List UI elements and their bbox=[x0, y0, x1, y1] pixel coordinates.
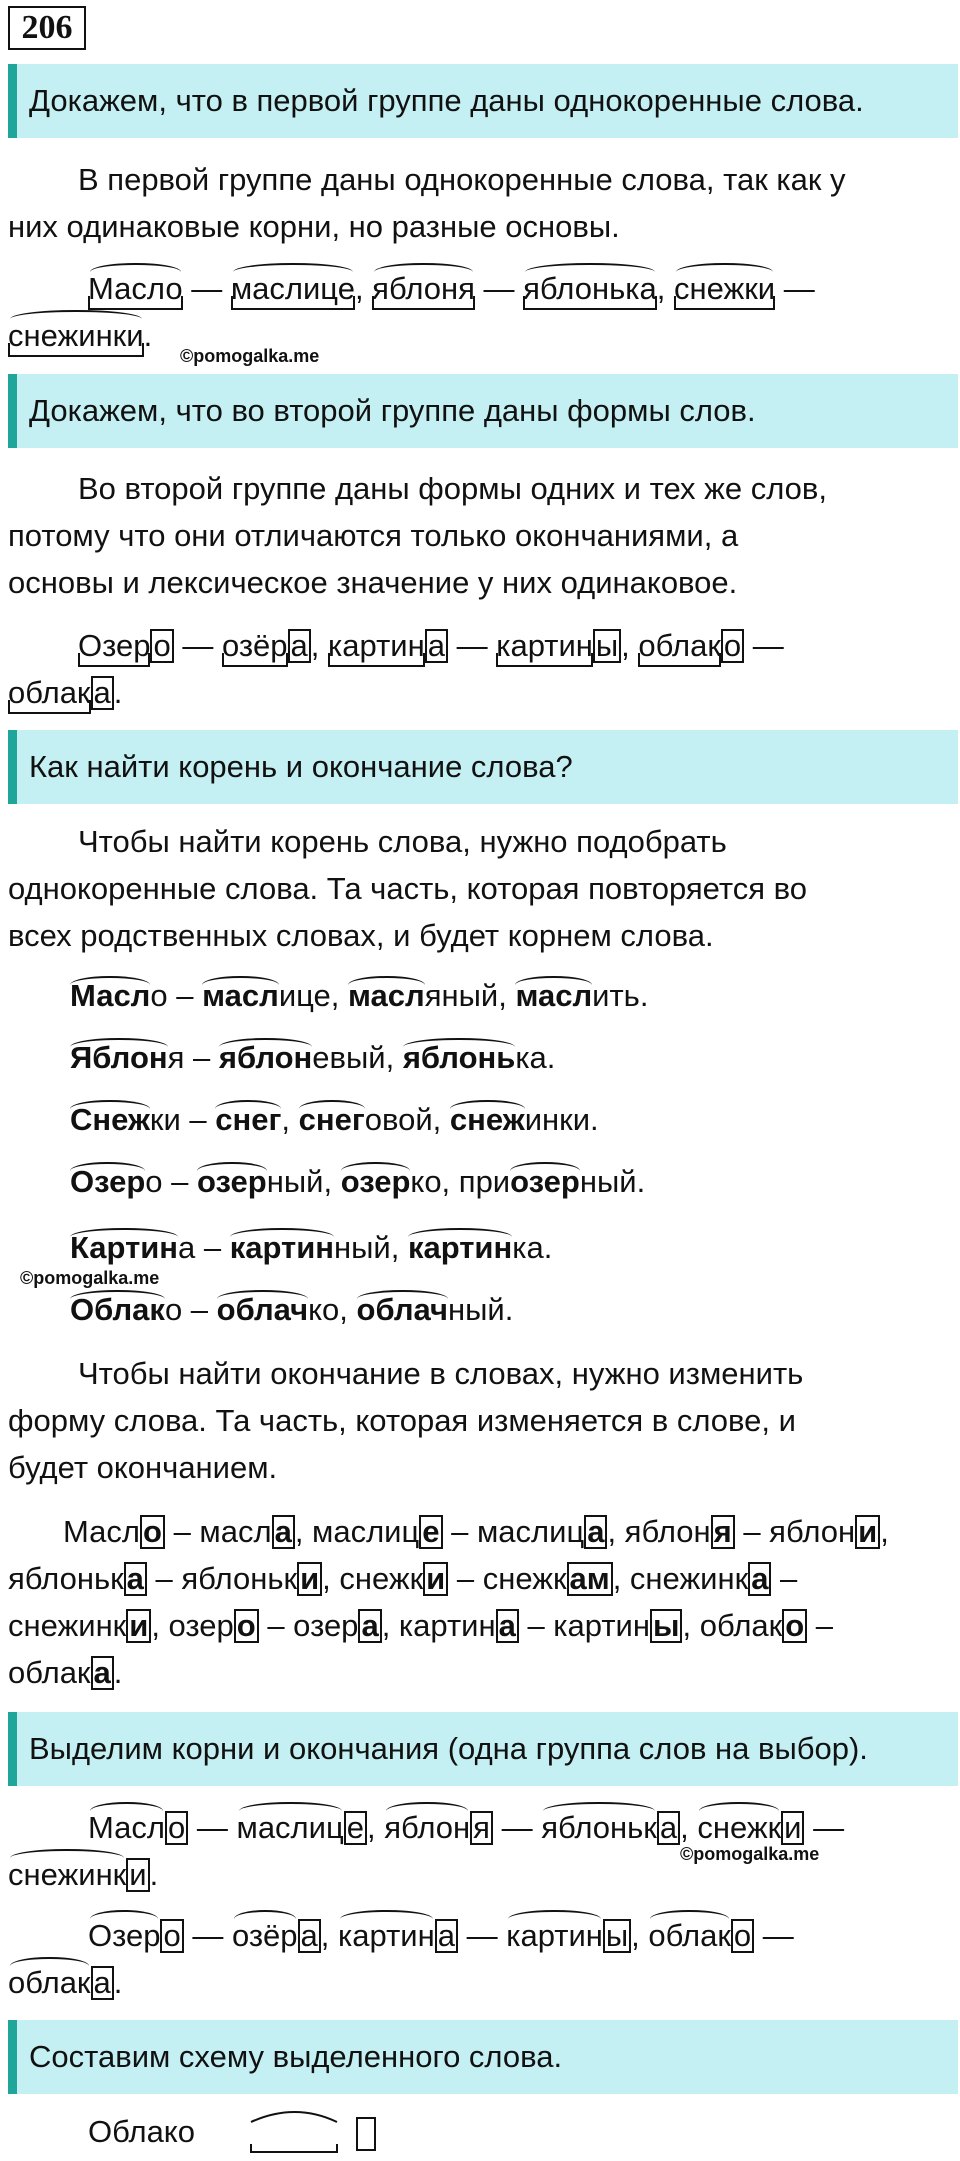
root: Картин bbox=[70, 1230, 179, 1265]
rest: евый, bbox=[312, 1040, 403, 1075]
root: снеж bbox=[449, 1102, 525, 1137]
stem: – маслиц bbox=[442, 1514, 585, 1549]
root: снежк bbox=[697, 1804, 781, 1851]
rest: ить. bbox=[592, 978, 649, 1013]
stem: – яблон bbox=[734, 1514, 856, 1549]
paragraph-line: Чтобы найти корень слова, нужно подобрать bbox=[78, 824, 727, 859]
root: снег bbox=[215, 1102, 282, 1137]
rest: ице, bbox=[278, 978, 349, 1013]
dash: — bbox=[492, 1810, 542, 1845]
word-stem: маслице bbox=[231, 265, 355, 312]
stem: снежинк bbox=[8, 1608, 127, 1643]
root: масл bbox=[515, 978, 593, 1013]
rest: ный, bbox=[334, 1230, 408, 1265]
root-row bbox=[70, 1040, 555, 1076]
ending-box: о bbox=[731, 1919, 754, 1953]
ending-box: я bbox=[470, 1811, 493, 1845]
rest: , bbox=[281, 1102, 299, 1137]
root: яблон bbox=[218, 1040, 313, 1075]
ending-box: ам bbox=[567, 1562, 613, 1596]
section-heading-5: Составим схему выделенного слова. bbox=[8, 2020, 958, 2094]
root: облак bbox=[8, 1959, 91, 2006]
word-stem: Озер bbox=[78, 622, 150, 669]
stem: яблоньк bbox=[8, 1561, 124, 1596]
rest: ный. bbox=[579, 1164, 646, 1199]
word-stem: озёр bbox=[222, 622, 288, 669]
root-row bbox=[70, 1102, 599, 1138]
ending-box: я bbox=[711, 1515, 735, 1549]
word-stem: картин bbox=[496, 622, 593, 669]
rest: о – bbox=[164, 1292, 217, 1327]
rest: о – bbox=[145, 1164, 198, 1199]
ending-box: ы bbox=[593, 629, 621, 663]
ending-box: а bbox=[496, 1609, 519, 1643]
forms-line bbox=[8, 1555, 953, 1602]
paragraph-line: них одинаковые корни, но разные основы. bbox=[8, 209, 620, 244]
paragraph-line: будет окончанием. bbox=[8, 1450, 278, 1485]
root: снежинк bbox=[8, 1851, 126, 1898]
example-line bbox=[8, 622, 960, 669]
ending-box: а bbox=[272, 1515, 295, 1549]
example-line bbox=[8, 669, 953, 716]
ending-box: а bbox=[657, 1811, 680, 1845]
root-row bbox=[70, 978, 648, 1014]
root-row bbox=[70, 1230, 552, 1266]
separator: , bbox=[880, 1514, 889, 1549]
dash: — bbox=[447, 628, 497, 663]
rest: ка. bbox=[512, 1230, 553, 1265]
paragraph-line: Во второй группе даны формы одних и тех же слов, bbox=[78, 471, 827, 506]
root: Снеж bbox=[70, 1102, 150, 1137]
section-heading-1: Докажем, что в первой группе даны однокоренные слова. bbox=[8, 64, 958, 138]
paragraph-line: основы и лексическое значение у них одинаковое. bbox=[8, 565, 738, 600]
separator: , bbox=[631, 1918, 649, 1953]
separator: , bbox=[680, 1810, 698, 1845]
example-line bbox=[8, 265, 960, 312]
rest: ный. bbox=[448, 1292, 514, 1327]
root: озер bbox=[197, 1164, 267, 1199]
dash: — bbox=[188, 1810, 237, 1845]
rest: инки. bbox=[524, 1102, 599, 1137]
ending-box: и bbox=[126, 1858, 149, 1892]
root: картин bbox=[229, 1230, 334, 1265]
root: масл bbox=[348, 978, 425, 1013]
root: картин bbox=[407, 1230, 513, 1265]
stem: – озер bbox=[258, 1608, 359, 1643]
root: яблонь bbox=[402, 1040, 516, 1075]
dash: — bbox=[173, 628, 222, 663]
section-heading-4: Выделим корни и окончания (одна группа слов на выбор). bbox=[8, 1712, 958, 1786]
ending-box: о bbox=[160, 1919, 183, 1953]
root-row bbox=[70, 1164, 645, 1200]
rest: а – bbox=[178, 1230, 230, 1265]
root: озёр bbox=[232, 1912, 298, 1959]
ending-box: а bbox=[584, 1515, 607, 1549]
rest: ко, bbox=[308, 1292, 357, 1327]
forms-line bbox=[8, 1508, 960, 1555]
forms-line bbox=[8, 1649, 953, 1696]
separator: , bbox=[354, 271, 373, 306]
root: Облак bbox=[70, 1292, 165, 1327]
root: маслиц bbox=[237, 1804, 344, 1851]
root-arc bbox=[251, 2112, 337, 2122]
ending-box: и bbox=[126, 1609, 151, 1643]
word-scheme bbox=[245, 2104, 385, 2156]
ending-box: и bbox=[423, 1562, 448, 1596]
ending-box bbox=[357, 2118, 375, 2150]
ending-box: и bbox=[297, 1562, 322, 1596]
watermark: ©pomogalka.me bbox=[680, 1844, 820, 1864]
section-heading-2: Докажем, что во второй группе даны формы слов. bbox=[8, 374, 958, 448]
word-stem: Масло bbox=[88, 265, 183, 312]
root: яблон bbox=[384, 1804, 470, 1851]
stem: , яблон bbox=[607, 1514, 711, 1549]
example-line bbox=[8, 1959, 953, 2006]
dash: — bbox=[775, 271, 815, 306]
root: Масл bbox=[70, 978, 151, 1013]
rest: ный, bbox=[266, 1164, 341, 1199]
rest: овой, bbox=[364, 1102, 450, 1137]
ending-box: а bbox=[748, 1562, 771, 1596]
stem-bracket bbox=[251, 2144, 337, 2152]
stem: – масл bbox=[164, 1514, 272, 1549]
ending-box: ы bbox=[603, 1919, 631, 1953]
paragraph-line: всех родственных словах, и будет корнем слова. bbox=[8, 918, 714, 953]
ending-box: а bbox=[91, 1966, 114, 2000]
separator: , bbox=[366, 1810, 385, 1845]
root: картин bbox=[338, 1912, 435, 1959]
word-stem: картин bbox=[328, 622, 425, 669]
root: облак bbox=[648, 1912, 731, 1959]
ending-box: о bbox=[234, 1609, 259, 1643]
rest: о – bbox=[150, 978, 203, 1013]
word-stem: яблоня bbox=[372, 265, 475, 312]
root: озер bbox=[340, 1164, 411, 1199]
root: картин bbox=[506, 1912, 603, 1959]
separator: . bbox=[113, 1655, 123, 1690]
stem: , облак bbox=[682, 1608, 783, 1643]
root: яблоньк bbox=[541, 1804, 657, 1851]
ending-box: и bbox=[855, 1515, 880, 1549]
dash: — bbox=[754, 1918, 794, 1953]
root: Масл bbox=[88, 1804, 165, 1851]
paragraph-line: Чтобы найти окончание в словах, нужно изменить bbox=[78, 1356, 804, 1391]
ending-box: е bbox=[419, 1515, 442, 1549]
rest: я – bbox=[167, 1040, 219, 1075]
dash: — bbox=[744, 628, 784, 663]
root: Яблон bbox=[70, 1040, 168, 1075]
stem: – яблоньк bbox=[146, 1561, 298, 1596]
ending-box: а bbox=[298, 1919, 321, 1953]
watermark: ©pomogalka.me bbox=[20, 1268, 160, 1288]
ending-box: а bbox=[358, 1609, 381, 1643]
stem: Масл bbox=[63, 1514, 141, 1549]
root-row bbox=[70, 1292, 513, 1328]
example-line bbox=[8, 1851, 953, 1898]
ending-box: а bbox=[425, 629, 448, 663]
ending-box: е bbox=[344, 1811, 367, 1845]
ending-box: о bbox=[782, 1609, 807, 1643]
example-line bbox=[8, 1912, 960, 1959]
rest: ки – bbox=[149, 1102, 216, 1137]
stem: – картин bbox=[518, 1608, 650, 1643]
ending-box: о bbox=[140, 1515, 165, 1549]
root: Озер bbox=[70, 1164, 146, 1199]
separator: . bbox=[113, 675, 123, 710]
root: озер bbox=[510, 1164, 580, 1199]
stem: , снежинк bbox=[612, 1561, 749, 1596]
word-stem: облак bbox=[8, 669, 91, 716]
paragraph-line: В первой группе даны однокоренные слова, так как у bbox=[78, 162, 846, 197]
rest: яный, bbox=[424, 978, 516, 1013]
example-line bbox=[8, 312, 953, 359]
ending-box: о bbox=[150, 629, 173, 663]
root: снег bbox=[298, 1102, 365, 1137]
separator: , bbox=[310, 628, 329, 663]
root: облач bbox=[216, 1292, 309, 1327]
word-stem: снежинки bbox=[8, 312, 144, 359]
section-heading-3: Как найти корень и окончание слова? bbox=[8, 730, 958, 804]
dash: – bbox=[771, 1561, 798, 1596]
ending-box: а bbox=[91, 1656, 114, 1690]
forms-line bbox=[8, 1602, 953, 1649]
paragraph-line: однокоренные слова. Та часть, которая повторяется во bbox=[8, 871, 807, 906]
separator: , bbox=[656, 271, 674, 306]
dash: — bbox=[457, 1918, 507, 1953]
stem: , маслиц bbox=[294, 1514, 420, 1549]
dash: – bbox=[807, 1608, 834, 1643]
ending-box: а bbox=[91, 676, 114, 710]
dash: — bbox=[474, 271, 524, 306]
ending-box: и bbox=[781, 1811, 804, 1845]
ending-box: о bbox=[165, 1811, 188, 1845]
separator: , bbox=[320, 1918, 339, 1953]
scheme-word: Облако bbox=[88, 2114, 195, 2149]
stem: , снежк bbox=[322, 1561, 424, 1596]
stem: , картин bbox=[381, 1608, 496, 1643]
rest: ка. bbox=[515, 1040, 556, 1075]
separator: . bbox=[143, 318, 153, 353]
dash: — bbox=[182, 271, 231, 306]
dash: — bbox=[183, 1918, 232, 1953]
separator: , bbox=[621, 628, 639, 663]
ending-box: а bbox=[124, 1562, 147, 1596]
root: облач bbox=[356, 1292, 449, 1327]
ending-box: а bbox=[288, 629, 311, 663]
separator: . bbox=[149, 1857, 159, 1892]
word-stem: яблонька bbox=[523, 265, 657, 312]
word-stem: облак bbox=[638, 622, 721, 669]
stem: – снежк bbox=[448, 1561, 567, 1596]
ending-box: о bbox=[721, 629, 744, 663]
ending-box: ы bbox=[650, 1609, 682, 1643]
stem: облак bbox=[8, 1655, 91, 1690]
paragraph-line: потому что они отличаются только окончаниями, а bbox=[8, 518, 739, 553]
stem: , озер bbox=[151, 1608, 234, 1643]
exercise-number: 206 bbox=[8, 6, 86, 50]
root: масл bbox=[202, 978, 279, 1013]
rest: ко, при bbox=[410, 1164, 511, 1199]
word-stem: снежки bbox=[674, 265, 775, 312]
separator: . bbox=[113, 1965, 123, 2000]
paragraph-line: форму слова. Та часть, которая изменяется в слове, и bbox=[8, 1403, 796, 1438]
dash: — bbox=[804, 1810, 845, 1845]
ending-box: а bbox=[435, 1919, 458, 1953]
watermark: ©pomogalka.me bbox=[180, 346, 320, 366]
root: Озер bbox=[88, 1912, 160, 1959]
